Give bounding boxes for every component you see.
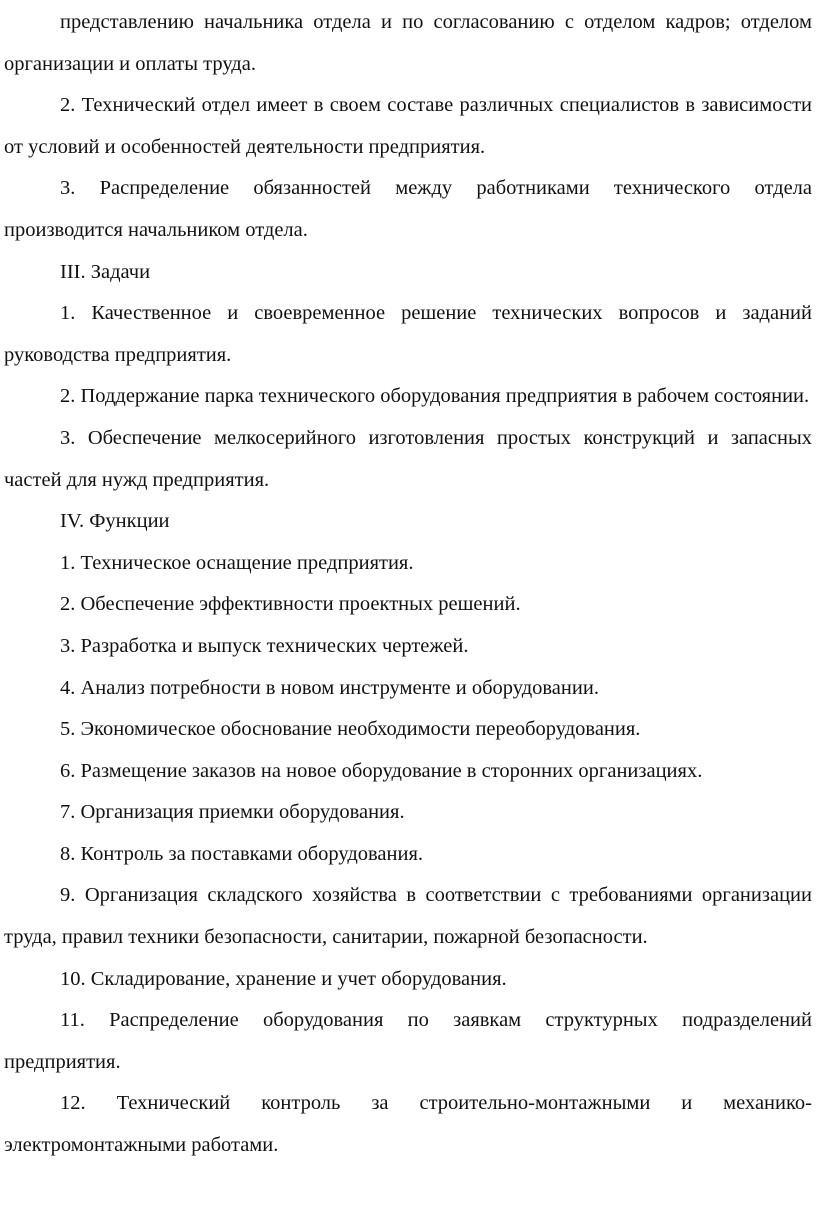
task-item-3: 3. Обеспечение мелкосерийного изготовления простых конструкций и запасных частей для нужд предприятия. <box>4 426 812 491</box>
function-item-1: 1. Техническое оснащение предприятия. <box>60 551 414 574</box>
function-item-7: 7. Организация приемки оборудования. <box>60 801 405 824</box>
document-page <box>4 0 812 1167</box>
function-item-11: 11. Распределение оборудования по заявкам структурных подразделений предприятия. <box>4 1009 812 1073</box>
function-item-6: 6. Размещение заказов на новое оборудование в сторонних организациях. <box>60 759 703 782</box>
function-item-9: 9. Организация складского хозяйства в соответствии с требованиями организации труда, правил техники безопасности, санитарии, пожарной безопасности. <box>4 884 812 949</box>
task-item-2: 2. Поддержание парка технического оборудования предприятия в рабочем состоянии. <box>60 385 810 408</box>
function-item-5: 5. Экономическое обоснование необходимости переоборудования. <box>60 718 641 741</box>
section-heading-tasks: III. Задачи <box>60 260 151 283</box>
paragraph-continuation: представлению начальника отдела и по согласованию с отделом кадров; отделом организации и оплаты труда. <box>4 11 812 75</box>
function-item-12: 12. Технический контроль за строительно-монтажными и механико-электромонтажными работами. <box>4 1092 812 1157</box>
function-item-4: 4. Анализ потребности в новом инструменте и оборудовании. <box>60 676 599 699</box>
function-item-3: 3. Разработка и выпуск технических чертежей. <box>60 634 469 657</box>
paragraph-tech-dept-staff: 2. Технический отдел имеет в своем составе различных специалистов в зависимости от условий и особенностей деятельности предприятия. <box>4 94 812 158</box>
function-item-8: 8. Контроль за поставками оборудования. <box>60 842 424 865</box>
function-item-2: 2. Обеспечение эффективности проектных решений. <box>60 593 521 616</box>
paragraph-duties-distribution: 3. Распределение обязанностей между работниками технического отдела производится начальником отдела. <box>4 177 812 241</box>
section-heading-functions: IV. Функции <box>60 510 170 533</box>
function-item-10: 10. Складирование, хранение и учет оборудования. <box>60 967 507 990</box>
task-item-1: 1. Качественное и своевременное решение технических вопросов и заданий руководства предприятия. <box>4 302 812 366</box>
